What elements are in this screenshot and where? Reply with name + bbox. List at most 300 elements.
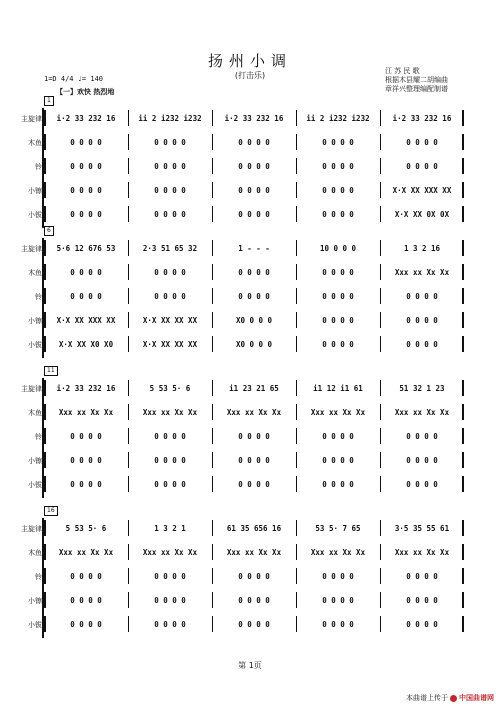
measure-notes: 5 53 5· 6: [65, 523, 107, 533]
barline: [296, 240, 297, 256]
measure-number: 6: [44, 226, 54, 236]
barline: [296, 134, 297, 150]
barline: [380, 452, 381, 468]
score-system: [0, 96, 500, 228]
measure-notes: 0 0 0 0: [154, 137, 186, 147]
measure-notes: Xxx xx Xx Xx: [310, 407, 366, 417]
measure-notes: 0 0 0 0: [322, 315, 354, 325]
barline: [380, 134, 381, 150]
staff: [44, 108, 464, 128]
instrument-row: [0, 450, 500, 470]
instrument-row: [0, 108, 500, 128]
measure-notes: X·X XX XX XX: [142, 315, 198, 325]
measure-notes: X·X XX XX XX: [142, 339, 198, 349]
instrument-row: [0, 132, 500, 152]
barline: [380, 544, 381, 560]
measure-notes: 0 0 0 0: [70, 161, 102, 171]
measure-notes: ii 2 i232 i232: [306, 113, 370, 123]
barline: [380, 476, 381, 492]
tempo-marking: 1=D 4/4 ♩= 140: [44, 75, 104, 83]
measure-notes: 0 0 0 0: [154, 209, 186, 219]
page-number: 第 1页: [238, 661, 262, 670]
measure-notes: i·2 33 232 16: [56, 113, 116, 123]
measure-notes: 0 0 0 0: [406, 291, 438, 301]
measure-notes: 0 0 0 0: [322, 137, 354, 147]
staff: [44, 590, 464, 610]
measure-notes: 0 0 0 0: [238, 479, 270, 489]
barline: [462, 544, 464, 560]
barline: [296, 476, 297, 492]
barline: [128, 182, 129, 198]
score-system: [0, 226, 500, 358]
measure-notes: 0 0 0 0: [406, 619, 438, 629]
barline: [44, 380, 46, 396]
barline: [44, 476, 46, 492]
measure-notes: Xxx xx Xx Xx: [226, 407, 282, 417]
measure-notes: 0 0 0 0: [238, 431, 270, 441]
barline: [212, 380, 213, 396]
barline: [462, 240, 464, 256]
staff: [44, 286, 464, 306]
measure-notes: 0 0 0 0: [70, 479, 102, 489]
barline: [380, 312, 381, 328]
measure-notes: 3·5 35 55 61: [394, 523, 450, 533]
measure-notes: 0 0 0 0: [154, 291, 186, 301]
barline: [128, 592, 129, 608]
measure-notes: X·X XX XXX XX: [56, 315, 116, 325]
barline: [380, 380, 381, 396]
staff: [44, 426, 464, 446]
barline: [212, 476, 213, 492]
barline: [128, 380, 129, 396]
measure-notes: i·2 33 232 16: [224, 113, 284, 123]
barline: [212, 264, 213, 280]
barline: [128, 568, 129, 584]
instrument-row: [0, 474, 500, 494]
measure-notes: 51 32 1 23: [399, 383, 445, 393]
measure-notes: 2·3 51 65 32: [142, 243, 198, 253]
barline: [380, 110, 381, 126]
instrument-row: [0, 180, 500, 200]
barline: [380, 264, 381, 280]
instrument-row: [0, 334, 500, 354]
measure-notes: 0 0 0 0: [154, 161, 186, 171]
credit-line-2: 根据木县耀二胡编曲: [385, 76, 448, 84]
measure-notes: 0 0 0 0: [154, 455, 186, 465]
measure-notes: 5·6 12 676 53: [56, 243, 116, 253]
staff: [44, 156, 464, 176]
measure-number: 1: [44, 96, 54, 106]
barline: [462, 476, 464, 492]
site-logo-icon: [450, 695, 457, 702]
barline: [462, 616, 464, 632]
measure-notes: ii 2 i232 i232: [138, 113, 202, 123]
measure-notes: 0 0 0 0: [238, 619, 270, 629]
measure-notes: i·2 33 232 16: [392, 113, 452, 123]
measure-notes: 0 0 0 0: [70, 619, 102, 629]
instrument-label: 小钹: [28, 621, 42, 629]
instrument-row: [0, 156, 500, 176]
barline: [296, 380, 297, 396]
measure-number: 11: [44, 366, 58, 376]
barline: [462, 520, 464, 536]
barline: [296, 544, 297, 560]
instrument-label: 主旋律: [21, 385, 42, 393]
barline: [380, 240, 381, 256]
barline: [128, 452, 129, 468]
barline: [128, 110, 129, 126]
instrument-label: 小镲: [28, 597, 42, 605]
instrument-label: 木鱼: [28, 139, 42, 147]
measure-notes: 10 0 0 0: [319, 243, 357, 253]
barline: [44, 452, 46, 468]
barline: [44, 520, 46, 536]
measure-notes: 53 5· 7 65: [315, 523, 361, 533]
measure-notes: Xxx xx Xx Xx: [58, 407, 114, 417]
barline: [128, 616, 129, 632]
measure-notes: 0 0 0 0: [406, 479, 438, 489]
measure-notes: 0 0 0 0: [154, 571, 186, 581]
measure-notes: 0 0 0 0: [322, 209, 354, 219]
barline: [380, 336, 381, 352]
barline: [462, 110, 464, 126]
barline: [128, 404, 129, 420]
measure-notes: Xxx xx Xx Xx: [310, 547, 366, 557]
barline: [212, 568, 213, 584]
measure-notes: 0 0 0 0: [322, 479, 354, 489]
measure-notes: 0 0 0 0: [70, 137, 102, 147]
measure-notes: 0 0 0 0: [406, 571, 438, 581]
barline: [212, 182, 213, 198]
barline: [44, 404, 46, 420]
measure-notes: 0 0 0 0: [238, 209, 270, 219]
barline: [44, 568, 46, 584]
barline: [296, 452, 297, 468]
measure-notes: Xxx xx Xx Xx: [142, 547, 198, 557]
staff: [44, 474, 464, 494]
instrument-label: 木鱼: [28, 409, 42, 417]
measure-notes: 61 35 656 16: [226, 523, 282, 533]
barline: [296, 616, 297, 632]
measure-notes: 0 0 0 0: [238, 455, 270, 465]
barline: [462, 452, 464, 468]
measure-notes: 0 0 0 0: [406, 161, 438, 171]
measure-notes: 0 0 0 0: [238, 267, 270, 277]
measure-notes: Xxx xx Xx Xx: [394, 407, 450, 417]
credit-line-3: 章祥兴整理编配制谱: [385, 85, 448, 93]
instrument-label: 小镲: [28, 457, 42, 465]
measure-notes: 0 0 0 0: [238, 291, 270, 301]
measure-notes: 0 0 0 0: [70, 291, 102, 301]
instrument-label: 铃: [35, 433, 42, 441]
measure-notes: 0 0 0 0: [238, 161, 270, 171]
measure-notes: 1 3 2 16: [403, 243, 441, 253]
barline: [212, 312, 213, 328]
instrument-label: 主旋律: [21, 115, 42, 123]
barline: [128, 264, 129, 280]
measure-notes: 0 0 0 0: [406, 595, 438, 605]
measure-number: 16: [44, 506, 58, 516]
measure-notes: 0 0 0 0: [70, 455, 102, 465]
measure-notes: 1 - - -: [238, 243, 270, 253]
barline: [462, 134, 464, 150]
score-system: [0, 506, 500, 638]
site-logo-text: 中国曲谱网: [459, 694, 494, 702]
measure-notes: 0 0 0 0: [154, 267, 186, 277]
measure-notes: 0 0 0 0: [406, 455, 438, 465]
measure-notes: 0 0 0 0: [322, 431, 354, 441]
measure-notes: 5 53 5· 6: [149, 383, 191, 393]
barline: [128, 544, 129, 560]
barline: [380, 616, 381, 632]
measure-notes: 0 0 0 0: [154, 595, 186, 605]
barline: [212, 520, 213, 536]
staff: [44, 132, 464, 152]
measure-notes: Xxx xx Xx Xx: [58, 547, 114, 557]
measure-notes: X0 0 0 0: [235, 315, 273, 325]
staff: [44, 402, 464, 422]
barline: [296, 404, 297, 420]
barline: [44, 592, 46, 608]
barline: [128, 240, 129, 256]
instrument-label: 主旋律: [21, 525, 42, 533]
barline: [296, 206, 297, 222]
barline: [128, 520, 129, 536]
measure-notes: X·X XX X0 X0: [58, 339, 114, 349]
measure-notes: X·X XX XXX XX: [392, 185, 452, 195]
barline: [380, 158, 381, 174]
instrument-label: 铃: [35, 293, 42, 301]
barline: [128, 206, 129, 222]
staff: [44, 238, 464, 258]
measure-notes: 0 0 0 0: [154, 479, 186, 489]
instrument-label: 主旋律: [21, 245, 42, 253]
staff: [44, 542, 464, 562]
measure-notes: i1 12 i1 61: [313, 383, 363, 393]
barline: [296, 110, 297, 126]
measure-notes: i·2 33 232 16: [56, 383, 116, 393]
instrument-label: 小钹: [28, 481, 42, 489]
measure-notes: Xxx xx Xx Xx: [394, 267, 450, 277]
barline: [296, 428, 297, 444]
barline: [296, 312, 297, 328]
barline: [296, 336, 297, 352]
barline: [296, 182, 297, 198]
barline: [462, 568, 464, 584]
barline: [380, 288, 381, 304]
barline: [128, 134, 129, 150]
barline: [128, 288, 129, 304]
staff: [44, 450, 464, 470]
barline: [380, 428, 381, 444]
measure-notes: i1 23 21 65: [229, 383, 279, 393]
barline: [212, 134, 213, 150]
barline: [212, 544, 213, 560]
measure-notes: 0 0 0 0: [70, 185, 102, 195]
barline: [296, 592, 297, 608]
barline: [212, 288, 213, 304]
barline: [44, 544, 46, 560]
measure-notes: 0 0 0 0: [238, 185, 270, 195]
barline: [380, 568, 381, 584]
barline: [212, 592, 213, 608]
barline: [44, 428, 46, 444]
barline: [44, 336, 46, 352]
measure-notes: 0 0 0 0: [322, 619, 354, 629]
instrument-row: [0, 426, 500, 446]
instrument-row: [0, 614, 500, 634]
barline: [128, 158, 129, 174]
barline: [462, 380, 464, 396]
instrument-label: 铃: [35, 573, 42, 581]
staff: [44, 310, 464, 330]
instrument-row: [0, 566, 500, 586]
instrument-row: [0, 204, 500, 224]
barline: [296, 264, 297, 280]
barline: [44, 134, 46, 150]
barline: [380, 404, 381, 420]
barline: [296, 158, 297, 174]
barline: [462, 158, 464, 174]
instrument-row: [0, 402, 500, 422]
staff: [44, 180, 464, 200]
measure-notes: X0 0 0 0: [235, 339, 273, 349]
barline: [44, 288, 46, 304]
measure-notes: 0 0 0 0: [322, 161, 354, 171]
barline: [462, 264, 464, 280]
measure-notes: 0 0 0 0: [322, 455, 354, 465]
instrument-row: [0, 262, 500, 282]
section-label: 【一】欢快 热烈地: [56, 88, 115, 96]
barline: [128, 428, 129, 444]
barline: [212, 616, 213, 632]
measure-notes: 0 0 0 0: [238, 137, 270, 147]
barline: [380, 182, 381, 198]
barline: [44, 312, 46, 328]
barline: [462, 404, 464, 420]
instrument-row: [0, 542, 500, 562]
barline: [128, 476, 129, 492]
measure-notes: 0 0 0 0: [70, 571, 102, 581]
barline: [380, 206, 381, 222]
barline: [128, 312, 129, 328]
barline: [296, 520, 297, 536]
score-title: 扬州小调: [207, 52, 292, 70]
measure-notes: 0 0 0 0: [406, 137, 438, 147]
instrument-label: 木鱼: [28, 549, 42, 557]
measure-notes: 0 0 0 0: [70, 595, 102, 605]
score-subtitle: (打击乐): [234, 71, 266, 80]
instrument-label: 小镲: [28, 187, 42, 195]
measure-notes: 0 0 0 0: [322, 571, 354, 581]
barline: [44, 206, 46, 222]
barline: [212, 158, 213, 174]
instrument-row: [0, 238, 500, 258]
barline: [462, 288, 464, 304]
instrument-label: 小钹: [28, 341, 42, 349]
barline: [462, 336, 464, 352]
measure-notes: 0 0 0 0: [322, 339, 354, 349]
instrument-label: 小镲: [28, 317, 42, 325]
barline: [296, 288, 297, 304]
barline: [44, 264, 46, 280]
measure-notes: X·X XX 0X 0X: [394, 209, 450, 219]
instrument-row: [0, 286, 500, 306]
instrument-label: 铃: [35, 163, 42, 171]
barline: [462, 312, 464, 328]
barline: [212, 110, 213, 126]
instrument-label: 小钹: [28, 211, 42, 219]
barline: [44, 158, 46, 174]
measure-notes: 0 0 0 0: [154, 619, 186, 629]
measure-notes: 0 0 0 0: [406, 315, 438, 325]
source-watermark: [406, 693, 494, 703]
instrument-row: [0, 518, 500, 538]
measure-notes: 0 0 0 0: [322, 267, 354, 277]
measure-notes: 0 0 0 0: [154, 185, 186, 195]
measure-notes: 0 0 0 0: [154, 431, 186, 441]
staff: [44, 334, 464, 354]
barline: [44, 616, 46, 632]
barline: [380, 592, 381, 608]
barline: [44, 240, 46, 256]
staff: [44, 378, 464, 398]
barline: [212, 336, 213, 352]
score-system: [0, 366, 500, 498]
instrument-row: [0, 590, 500, 610]
barline: [462, 428, 464, 444]
measure-notes: 0 0 0 0: [70, 267, 102, 277]
staff: [44, 614, 464, 634]
barline: [296, 568, 297, 584]
measure-notes: 0 0 0 0: [322, 185, 354, 195]
measure-notes: 0 0 0 0: [70, 431, 102, 441]
source-text: 本曲谱上传于: [406, 694, 448, 702]
measure-notes: Xxx xx Xx Xx: [142, 407, 198, 417]
barline: [212, 452, 213, 468]
credit-line-1: 江 苏 民 歌: [385, 67, 420, 75]
measure-notes: 0 0 0 0: [70, 209, 102, 219]
barline: [462, 592, 464, 608]
barline: [212, 404, 213, 420]
barline: [212, 428, 213, 444]
barline: [212, 206, 213, 222]
credits: [385, 67, 448, 94]
measure-notes: 1 3 2 1: [154, 523, 186, 533]
staff: [44, 566, 464, 586]
barline: [44, 182, 46, 198]
measure-notes: 0 0 0 0: [322, 291, 354, 301]
measure-notes: 0 0 0 0: [238, 571, 270, 581]
measure-notes: 0 0 0 0: [238, 595, 270, 605]
instrument-row: [0, 378, 500, 398]
barline: [380, 520, 381, 536]
staff: [44, 518, 464, 538]
measure-notes: Xxx xx Xx Xx: [226, 547, 282, 557]
measure-notes: 0 0 0 0: [322, 595, 354, 605]
barline: [212, 240, 213, 256]
instrument-row: [0, 310, 500, 330]
measure-notes: 0 0 0 0: [406, 431, 438, 441]
measure-notes: 0 0 0 0: [406, 339, 438, 349]
staff: [44, 262, 464, 282]
staff: [44, 204, 464, 224]
barline: [462, 182, 464, 198]
barline: [128, 336, 129, 352]
barline: [44, 110, 46, 126]
instrument-label: 木鱼: [28, 269, 42, 277]
barline: [462, 206, 464, 222]
